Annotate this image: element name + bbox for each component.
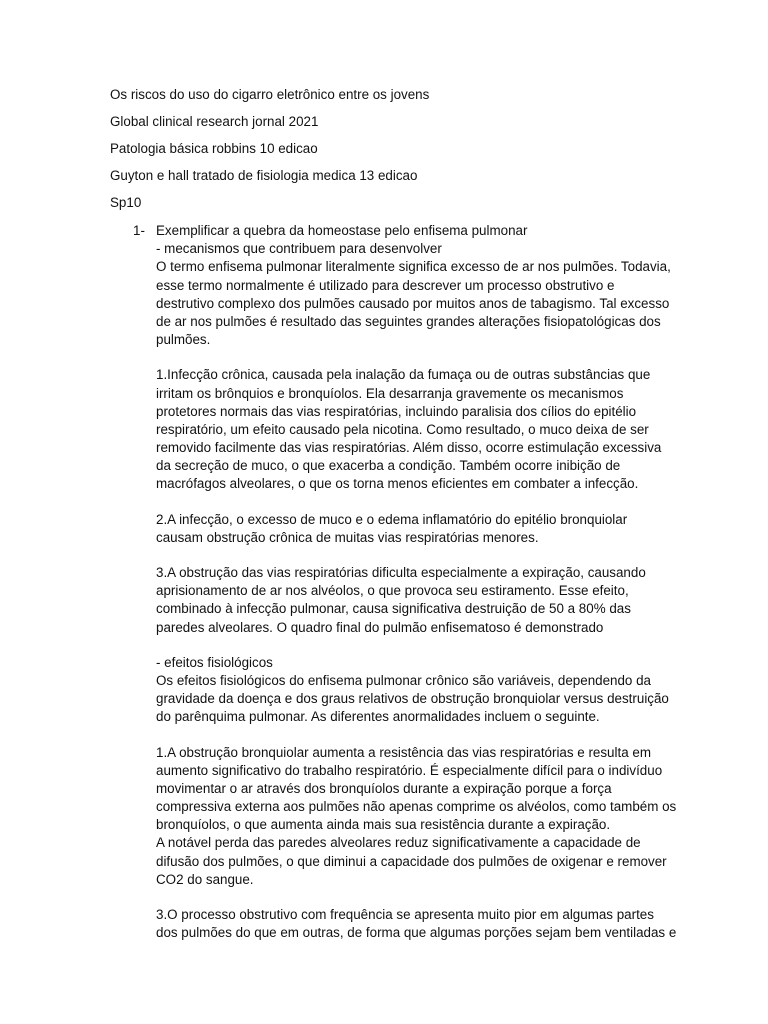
paragraph-line: gravidade da doença e dos graus relativos de obstrução bronquiolar versus destruição — [156, 691, 669, 707]
paragraph-line: esse termo normalmente é utilizado para descrever um processo obstrutivo e — [156, 277, 615, 293]
paragraph-line: 1.A obstrução bronquiolar aumenta a resistência das vias respiratórias e resulta em — [156, 744, 651, 760]
paragraph-line: da secreção de muco, o que exacerba a condição. Também ocorre inibição de — [156, 458, 621, 474]
paragraph-line: 1.Infecção crônica, causada pela inalação da fumaça ou de outras substâncias que — [156, 367, 651, 383]
paragraph-line: do parênquima pulmonar. As diferentes anormalidades incluem o seguinte. — [156, 709, 600, 725]
paragraph-line: aumento significativo do trabalho respiratório. É especialmente difícil para o indivíduo — [156, 762, 663, 778]
paragraph-line: Os efeitos fisiológicos do enfisema pulmonar crônico são variáveis, dependendo da — [156, 672, 651, 688]
reference-title-line: Os riscos do uso do cigarro eletrônico entre os jovens — [110, 87, 430, 102]
paragraph-line: difusão dos pulmões, o que diminui a capacidade dos pulmões de oxigenar e remover — [156, 853, 667, 869]
item-subtitle: - mecanismos que contribuem para desenvolver — [156, 241, 442, 257]
paragraph-line: movimentar o ar através dos bronquíolos durante a expiração porque a força — [156, 780, 612, 796]
paragraph-line: aprisionamento de ar nos alvéolos, o que provoca seu estiramento. Esse efeito, — [156, 583, 629, 599]
paragraph-gap — [156, 547, 666, 564]
reference-guyton-line: Guyton e hall tratado de fisiologia medica 13 edicao — [110, 168, 418, 183]
paragraph-gap — [156, 637, 666, 654]
paragraph-line: irritam os brônquios e bronquíolos. Ela desarranja gravemente os mecanismos — [156, 385, 624, 401]
reference-journal-line: Global clinical research jornal 2021 — [110, 114, 319, 129]
paragraph-gap — [156, 494, 666, 511]
paragraph-line: macrófagos alveolares, o que os torna menos eficientes em combater a infecção. — [156, 476, 639, 492]
paragraph-line: de ar nos pulmões é resultado das seguintes grandes alterações fisiopatológicas dos — [156, 313, 661, 329]
session-code-line: Sp10 — [110, 195, 142, 210]
paragraph-gap — [156, 727, 666, 744]
paragraph-line: protetores normais das vias respiratórias, incluindo paralisia dos cílios do epitélio — [156, 403, 637, 419]
paragraph-line: 2.A infecção, o excesso de muco e o edema inflamatório do epitélio bronquiolar — [156, 511, 628, 527]
paragraph-line: causam obstrução crônica de muitas vias respiratórias menores. — [156, 529, 539, 545]
reference-robbins-line: Patologia básica robbins 10 edicao — [110, 141, 318, 156]
paragraph-gap — [156, 889, 666, 906]
paragraph-line: paredes alveolares. O quadro final do pulmão enfisematoso é demonstrado — [156, 619, 604, 635]
paragraph-line: respiratório, um efeito causado pela nicotina. Como resultado, o muco deixa de ser — [156, 421, 649, 437]
paragraph-line: 3.O processo obstrutivo com frequência se apresenta muito pior em algumas partes — [156, 907, 654, 922]
paragraph-gap — [156, 349, 666, 366]
paragraph-line: - efeitos fisiológicos — [156, 654, 273, 670]
paragraph-line: removido facilmente das vias respiratórias. Além disso, ocorre estimulação excessiva — [156, 440, 662, 456]
paragraph-line: CO2 do sangue. — [156, 871, 254, 887]
item-title: Exemplificar a quebra da homeostase pelo enfisema pulmonar — [156, 223, 528, 238]
paragraph-line: A notável perda das paredes alveolares reduz significativamente a capacidade de — [156, 835, 641, 851]
paragraphs-container — [156, 258, 677, 942]
paragraph-line: 3.A obstrução das vias respiratórias dificulta especialmente a expiração, causando — [156, 565, 646, 580]
paragraph-line: dos pulmões do que em outras, de forma que algumas porções sejam bem ventiladas e — [156, 925, 677, 941]
list-item-body — [156, 222, 677, 942]
paragraph-line: O termo enfisema pulmonar literalmente significa excesso de ar nos pulmões. Todavia, — [156, 259, 671, 275]
paragraph-line: pulmões. — [156, 332, 211, 348]
list-item-number: 1- — [133, 223, 145, 238]
paragraph-line: compressiva externa aos pulmões não apenas comprime os alvéolos, como também os — [156, 799, 677, 815]
paragraph-line: destrutivo complexo dos pulmões causado por muitos anos de tabagismo. Tal excesso — [156, 295, 670, 311]
paragraph-line: combinado à infecção pulmonar, causa significativa destruição de 50 a 80% das — [156, 601, 631, 617]
paragraph-line: bronquíolos, o que aumenta ainda mais sua resistência durante a expiração. — [156, 817, 611, 833]
